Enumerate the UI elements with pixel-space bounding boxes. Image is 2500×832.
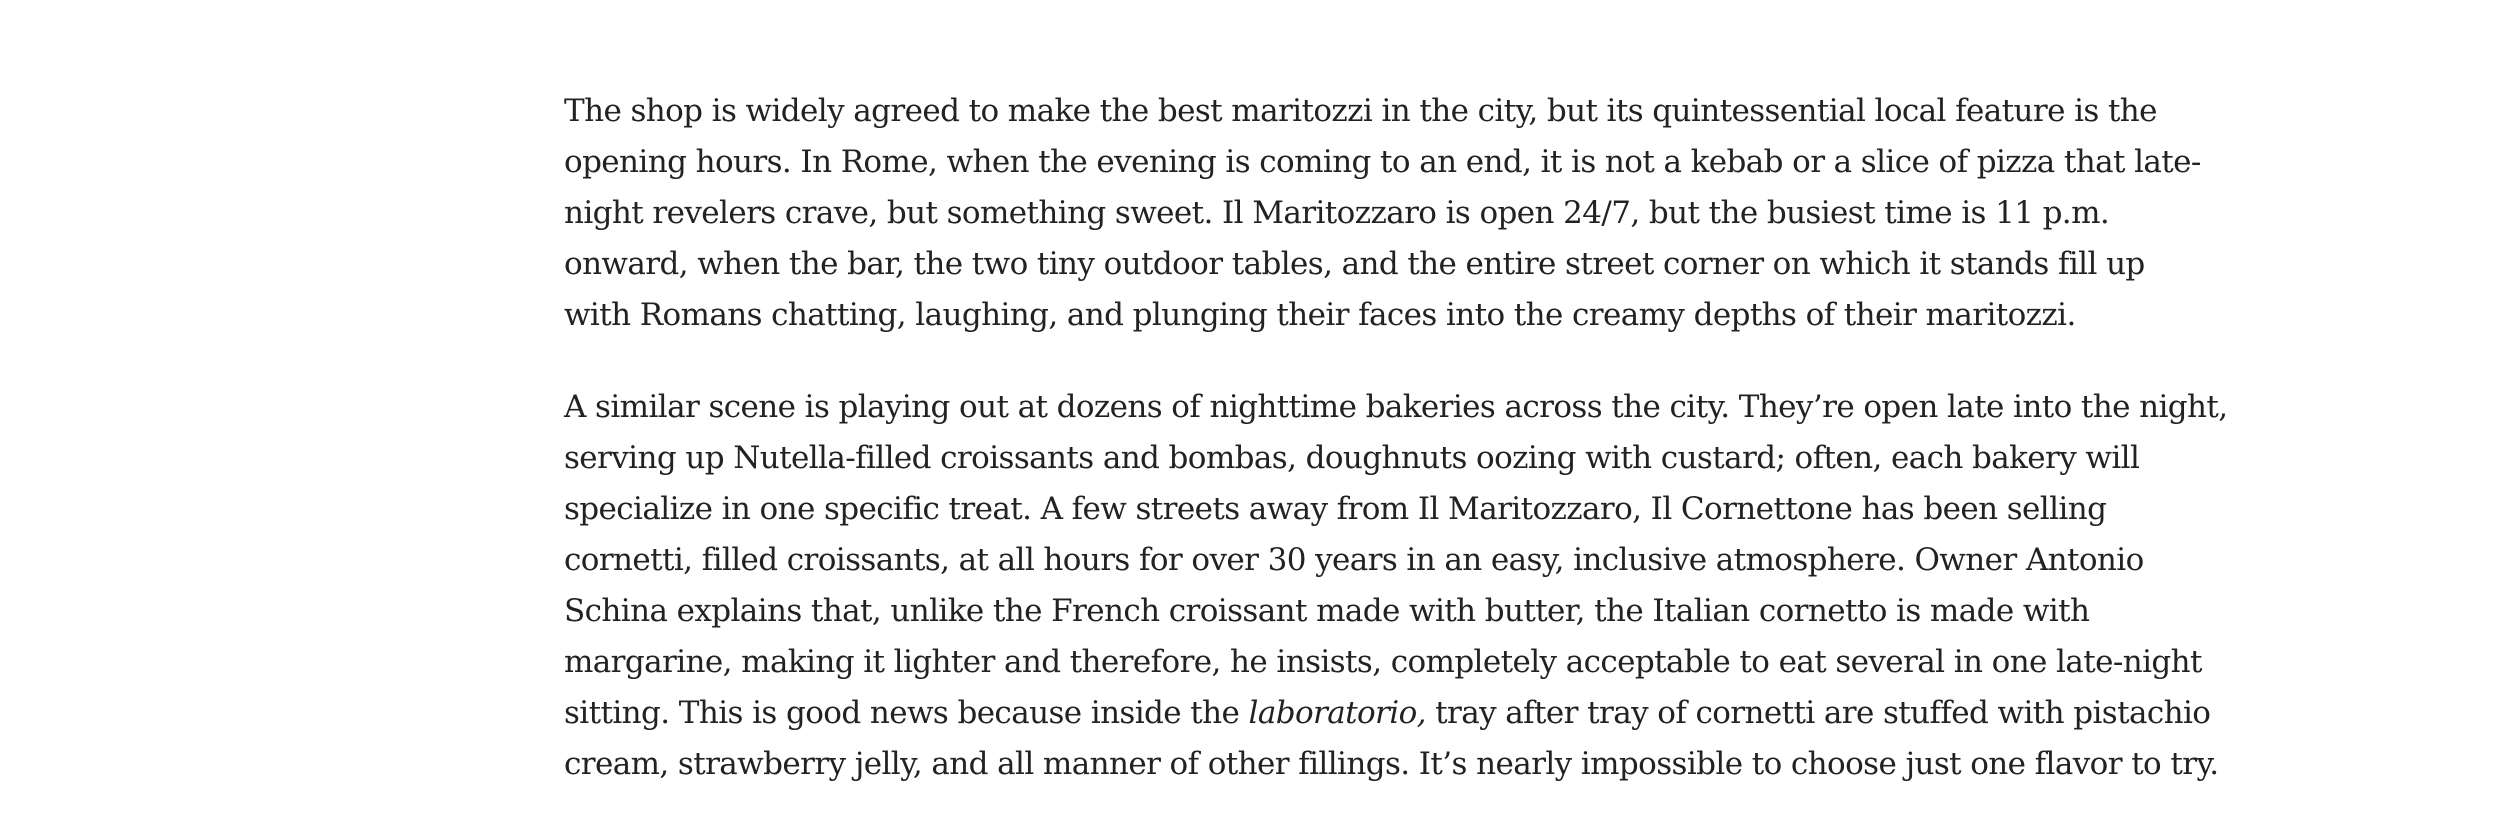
text-line: with Romans chatting, laughing, and plunging their faces into the creamy depths of their maritozzi.	[564, 297, 2076, 333]
paragraph-nighttime-bakeries	[564, 382, 2228, 790]
text-line: night revelers crave, but something sweet. Il Maritozzaro is open 24/7, but the busiest time is 11 p.m.	[564, 195, 2110, 231]
text-line: opening hours. In Rome, when the evening is coming to an end, it is not a kebab or a slice of pizza that late-	[564, 144, 2201, 180]
text-line: Schina explains that, unlike the French croissant made with butter, the Italian cornetto is made with	[564, 593, 2090, 629]
text-line: margarine, making it lighter and therefore, he insists, completely acceptable to eat several in one late-night	[564, 644, 2202, 680]
text-segment: sitting. This is good news because inside the	[564, 695, 1249, 731]
paragraph-maritozzaro	[564, 86, 2201, 341]
text-line: serving up Nutella-filled croissants and bombas, doughnuts oozing with custard; often, each bakery will	[564, 440, 2140, 476]
text-line: cornetti, filled croissants, at all hours for over 30 years in an easy, inclusive atmosphere. Owner Antonio	[564, 542, 2144, 578]
text-line: specialize in one specific treat. A few streets away from Il Maritozzaro, Il Cornettone has been selling	[564, 491, 2107, 527]
text-line	[564, 688, 2211, 739]
article-body	[564, 86, 2228, 790]
italic-term: laboratorio,	[1248, 695, 1426, 731]
text-line: A similar scene is playing out at dozens of nighttime bakeries across the city. They’re open late into the night,	[564, 389, 2228, 425]
text-line: onward, when the bar, the two tiny outdoor tables, and the entire street corner on which it stands fill up	[564, 246, 2145, 282]
text-line: cream, strawberry jelly, and all manner of other fillings. It’s nearly impossible to choose just one flavor to try.	[564, 746, 2219, 782]
text-line: The shop is widely agreed to make the best maritozzi in the city, but its quintessential local feature is the	[564, 93, 2157, 129]
text-segment: tray after tray of cornetti are stuffed with pistachio	[1425, 695, 2211, 731]
